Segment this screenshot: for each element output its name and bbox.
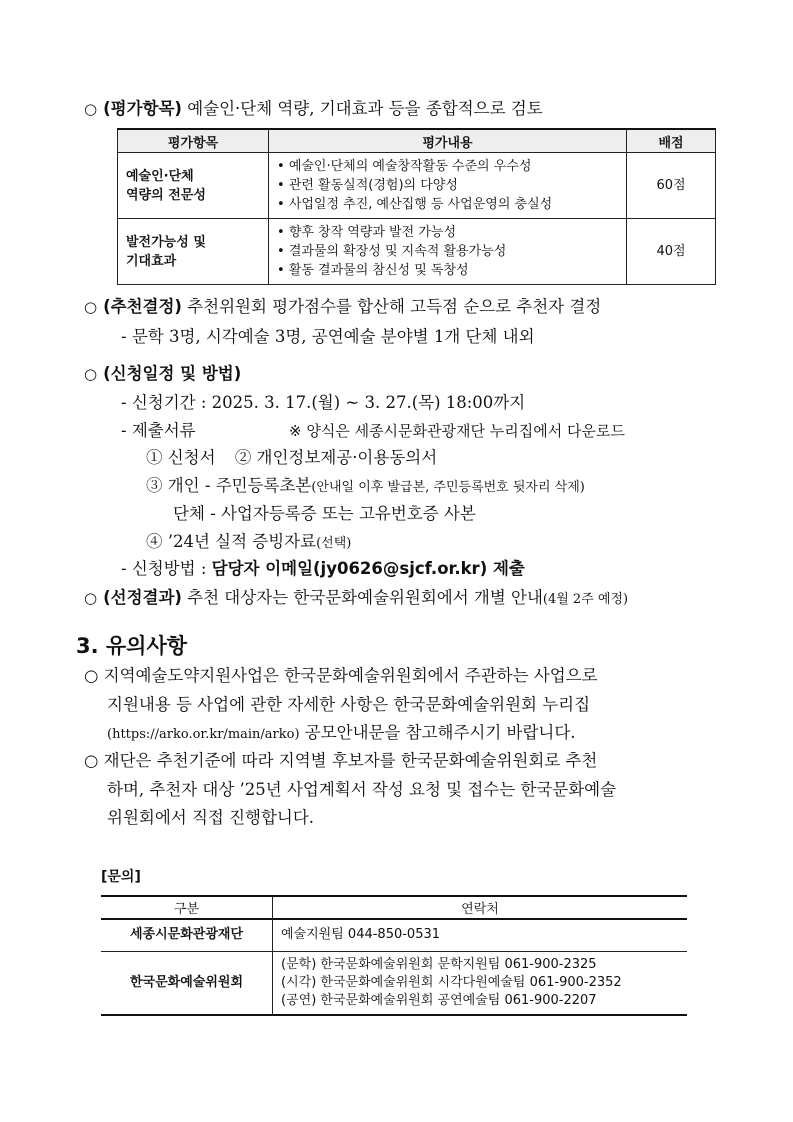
table-row <box>101 951 687 1015</box>
application-docs-line <box>121 420 625 442</box>
table-row <box>118 219 716 285</box>
list-item: • 사업일정 추진, 예산집행 등 사업운영의 충실성 <box>277 195 618 214</box>
result-note: (4월 2주 예정) <box>542 592 629 607</box>
section-title: 3. 유의사항 <box>76 634 188 658</box>
doc-item-note: (선택) <box>316 536 352 551</box>
circle-bullet-icon: ○ <box>84 589 98 607</box>
application-method-line <box>121 558 525 580</box>
docs-label: - 제출서류 <box>121 421 196 440</box>
criterion-cell <box>118 153 269 219</box>
doc-item: ① 신청서 <box>146 448 216 467</box>
evaluation-text: 예술인·단체 역량, 기대효과 등을 종합적으로 검토 <box>187 99 543 118</box>
application-heading: (신청일정 및 방법) <box>103 364 242 383</box>
circle-bullet-icon: ○ <box>84 365 98 383</box>
content-cell <box>269 153 627 219</box>
result-text: 추천 대상자는 한국문화예술위원회에서 개별 안내 <box>187 588 543 607</box>
score-cell: 40점 <box>627 219 716 285</box>
doc-item-3 <box>146 475 585 499</box>
list-item: • 예술인·단체의 예술창작활동 수준의 우수성 <box>277 157 618 176</box>
notes-paragraph-line: 하며, 추천자 대상 ’25년 사업계획서 작성 요청 및 접수는 한국문화예술 <box>107 780 617 799</box>
contact-line: (문학) 한국문화예술위원회 문학지원팀 061-900-2325 <box>281 956 597 972</box>
notes-paragraph-line: ○ 재단은 추천기준에 따라 지역별 후보자를 한국문화예술위원회로 추천 <box>84 751 598 770</box>
recommendation-sub: - 문학 3명, 시각예술 3명, 공연예술 분야별 1개 단체 내외 <box>121 327 535 346</box>
application-period: - 신청기간 : 2025. 3. 17.(월) ~ 3. 27.(목) 18:00까지 <box>121 393 526 412</box>
docs-note: ※ 양식은 세종시문화관광재단 누리집에서 다운로드 <box>289 422 625 440</box>
list-item: • 관련 활동실적(경험)의 다양성 <box>277 176 618 195</box>
notes-text: 공모안내문을 참고해주시기 바랍니다. <box>304 723 576 742</box>
criterion-line: 발전가능성 및 <box>126 234 206 250</box>
contact-cell <box>273 951 688 1015</box>
notes-paragraph-line: 위원회에서 직접 진행합니다. <box>107 808 315 827</box>
score-cell: 60점 <box>627 153 716 219</box>
table-row <box>118 153 716 219</box>
table-header: 배점 <box>627 129 716 153</box>
result-heading: (선정결과) <box>103 588 182 607</box>
list-item: • 활동 결과물의 참신성 및 독창성 <box>277 261 618 280</box>
table-header: 연락처 <box>273 896 688 919</box>
doc-item-3-group: 단체 - 사업자등록증 또는 고유번호증 사본 <box>173 504 476 523</box>
table-header-row <box>118 129 716 153</box>
org-cell: 한국문화예술위원회 <box>101 951 273 1015</box>
content-cell <box>269 219 627 285</box>
criterion-line: 기대효과 <box>126 253 177 269</box>
result-heading-line <box>84 587 628 611</box>
list-item: • 결과물의 확장성 및 지속적 활용가능성 <box>277 242 618 261</box>
criterion-line: 예술인·단체 <box>126 168 194 184</box>
notes-paragraph-line: ○ 지역예술도약지원사업은 한국문화예술위원회에서 주관하는 사업으로 <box>84 666 598 685</box>
notes-paragraph-line <box>107 722 576 746</box>
doc-item: ② 개인정보제공·이용동의서 <box>234 448 438 467</box>
doc-item-1-2 <box>146 447 437 469</box>
table-header-row <box>101 896 687 919</box>
evaluation-table <box>117 128 716 285</box>
contact-line: (시각) 한국문화예술위원회 시각다원예술팀 061-900-2352 <box>281 974 622 990</box>
circle-bullet-icon: ○ <box>84 100 98 118</box>
evaluation-heading: (평가항목) <box>103 99 182 118</box>
doc-item: ③ 개인 - 주민등록초본 <box>146 476 312 495</box>
doc-item: ④ ’24년 실적 증빙자료 <box>146 532 317 551</box>
table-header: 평가항목 <box>118 129 269 153</box>
inquiry-title: [문의] <box>101 869 141 885</box>
method-label: - 신청방법 : <box>121 559 207 578</box>
application-heading-line <box>84 363 241 385</box>
contact-line: (공연) 한국문화예술위원회 공연예술팀 061-900-2207 <box>281 992 597 1008</box>
circle-bullet-icon: ○ <box>84 298 98 316</box>
contact-line: 예술지원팀 044-850-0531 <box>281 927 441 943</box>
criterion-cell <box>118 219 269 285</box>
table-row <box>101 919 687 951</box>
arko-url: (https://arko.or.kr/main/arko) <box>107 727 300 742</box>
recommendation-text: 추천위원회 평가점수를 합산해 고득점 순으로 추천자 결정 <box>187 297 602 316</box>
contact-table <box>101 895 687 1016</box>
doc-item-note: (안내일 이후 발급본, 주민등록번호 뒷자리 삭제) <box>311 480 585 495</box>
recommendation-heading-line <box>84 296 601 318</box>
notes-paragraph-line: 지원내용 등 사업에 관한 자세한 사항은 한국문화예술위원회 누리집 <box>107 695 591 714</box>
org-cell: 세종시문화관광재단 <box>101 919 273 951</box>
doc-item-4 <box>146 531 351 555</box>
table-header: 구분 <box>101 896 273 919</box>
evaluation-heading-line <box>84 98 543 120</box>
list-item: • 향후 창작 역량과 발전 가능성 <box>277 223 618 242</box>
table-header: 평가내용 <box>269 129 627 153</box>
contact-cell <box>273 919 688 951</box>
criterion-line: 역량의 전문성 <box>126 187 206 203</box>
method-value: 담당자 이메일(jy0626@sjcf.or.kr) 제출 <box>211 559 525 578</box>
recommendation-heading: (추천결정) <box>103 297 182 316</box>
